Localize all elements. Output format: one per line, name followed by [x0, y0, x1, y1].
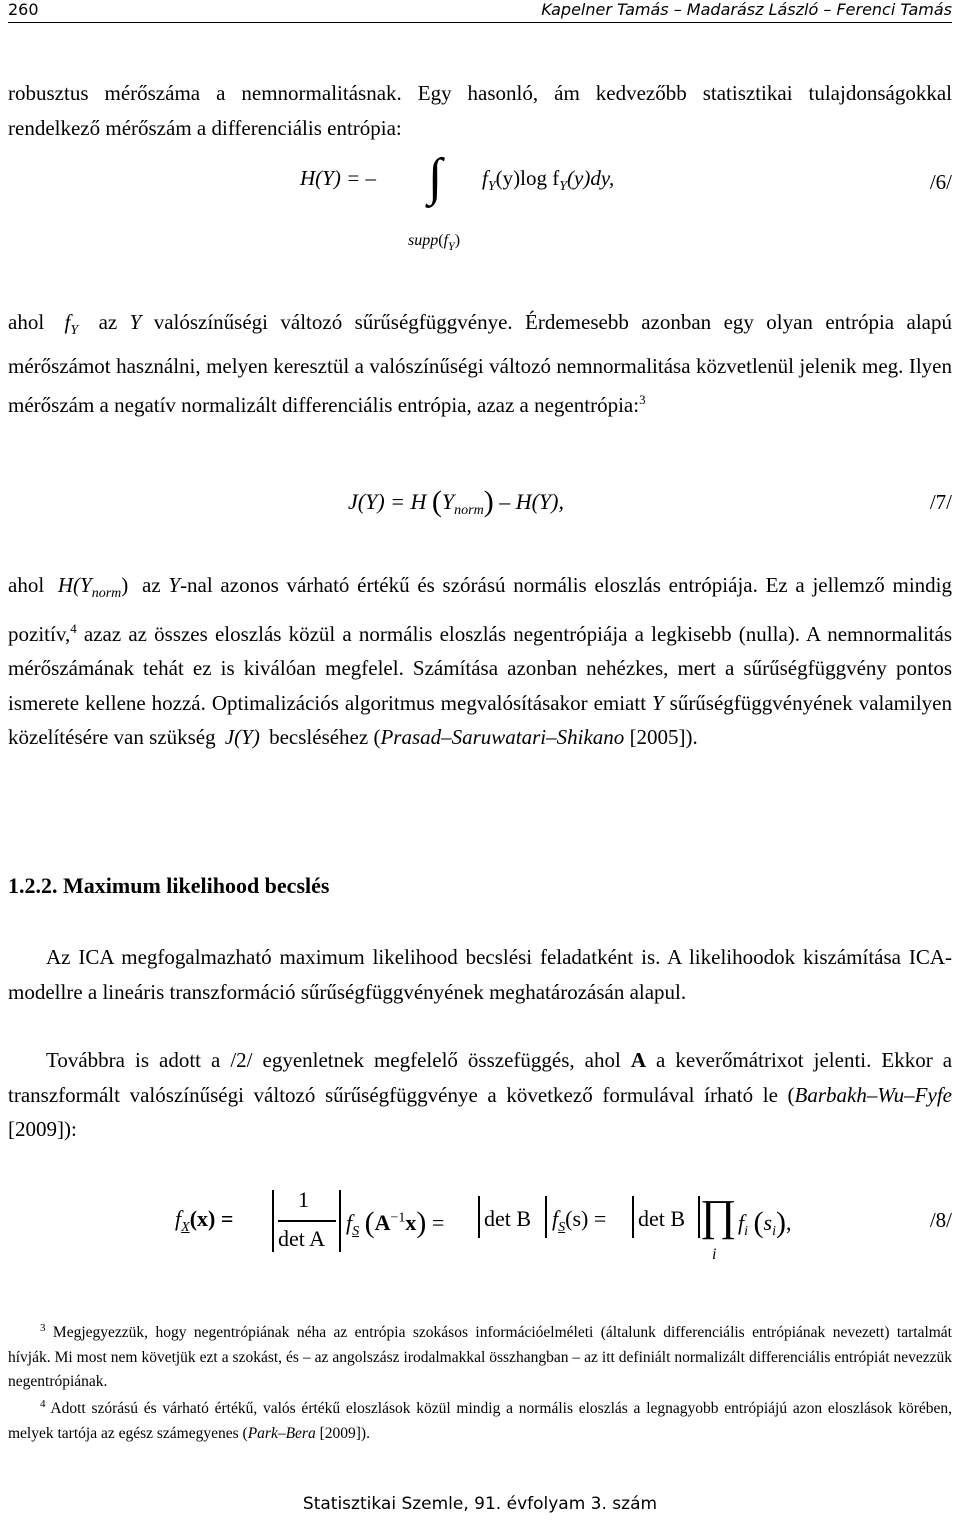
integral-sign: ∫	[428, 149, 443, 206]
running-header-authors: Kapelner Tamás – Madarász László – Ferenci Tamás	[541, 0, 952, 19]
eq6-mid: (y)log f	[495, 166, 560, 190]
var-JY: J(Y)	[224, 725, 260, 750]
citation-barbakh: Barbakh–Wu–Fyfe	[794, 1082, 952, 1107]
footnote-3: $^3$ Megjegyezzük, hogy negentrópiának néha az entrópia szokásos információelméleti (általunk differenciális entrópiának nevezett) tartalmát hívják. Mi most nem követjük ezt a szokást, és – az angolszász irodalmakkal összhangban – az itt definiált normalizált differenciális entrópiát nevezzük negentrópiának.	[8, 1322, 952, 1391]
eq8-detB-1: det B	[484, 1206, 532, 1231]
section-heading: 1.2.2. Maximum likelihood becslés	[8, 873, 330, 898]
eq8-detB-2: det B	[638, 1206, 686, 1231]
paragraph-5: Továbbra is adott a /2/ egyenletnek megfelelő összefüggés, ahol A a keverőmátrixot jelenti. Ekkor a transzformált valószínűségi változó sűrűségfüggvénye a következő formulával írható le (Barbakh–Wu–Fyfe [2009]):	[8, 1048, 953, 1142]
fraction-bar	[278, 1220, 336, 1222]
paragraph-4: Az ICA megfogalmazható maximum likelihood becslési feladatként is. A likelihoodok kiszámítása ICA-modellre a lineáris transzformáció sűrűségfüggvényének meghatározásán alapul.	[8, 945, 952, 1004]
eq7-lhs: J(Y) = H	[348, 489, 427, 514]
running-header	[8, 0, 952, 23]
eq6-lhs: H(Y) = –	[300, 166, 377, 190]
var-fY: $f_Y$	[64, 310, 79, 338]
citation-park-bera: Park–Bera	[247, 1424, 316, 1442]
eq6-sub2: Y	[559, 179, 568, 194]
paragraph-3: ahol $H(Y_{norm})$ az Y-nal azonos várható értékű és szórású normális eloszlás entrópiája. Ez a jellemző mindig pozitív,$^4$ azaz az összes eloszlás közül a normális eloszlás negentrópiája a legkisebb (nulla). A nemnormalitás mérőszámának tehát ez is kiválóan megfelel. Számítása azonban nehézkes, mert a sűrűségfüggvény pontos ismerete kellene hozzá. Optimalizációs algoritmus megvalósításakor emiatt Y sűrűségfüggvényének valamilyen közelítésére van szükség J(Y) becsléséhez (Prasad–Saruwatari–Shikano [2005]).	[8, 573, 953, 750]
var-H-Ynorm: $H(Y_{norm})$	[57, 573, 129, 601]
running-footer: Statisztikai Szemle, 91. évfolyam 3. szám	[302, 1494, 658, 1514]
eq8-label: /8/	[929, 1208, 952, 1232]
var-Y: Y	[129, 310, 142, 334]
page-number: 260	[8, 0, 39, 19]
eq7-label: /7/	[929, 490, 952, 514]
eq7-rhs: H(Y),	[515, 489, 564, 514]
eq6-lower-limit: supp	[408, 232, 439, 249]
paragraph-2: ahol $f_Y$ az Y valószínűségi változó sűrűségfüggvénye. Érdemesebb azonban egy olyan entrópia alapú mérőszámot használni, melyen keresztül a valószínűségi változó nemnormalitása közvetlenül jelenik meg. Ilyen mérőszám a negatív normalizált differenciális entrópia, azaz a negentrópia:$^3$	[8, 310, 952, 418]
footnote-ref-4: 4	[70, 620, 77, 636]
abs-bar	[272, 1190, 274, 1252]
eq8-denominator: det A	[278, 1226, 326, 1251]
eq6-f: f	[482, 166, 488, 190]
product-sign: ∏	[700, 1191, 737, 1240]
eq6-end: (y)dy,	[567, 166, 615, 190]
footnote-ref-3: 3	[639, 392, 646, 408]
eq6-label: /6/	[929, 170, 952, 194]
paragraph-1: robusztus mérőszáma a nemnormalitásnak. Egy hasonló, ám kedvezőbb statisztikai tulajdonságokkal rendelkező mérőszám a differenciális entrópia:	[8, 81, 952, 140]
eq8-numerator: 1	[298, 1187, 309, 1212]
citation-prasad: Prasad–Saruwatari–Shikano	[380, 725, 625, 750]
eq6-sub: Y	[487, 179, 496, 194]
footnote-4: $^4$ Adott szórású és várható értékű, valós értékű eloszlások közül mindig a normális eloszlás a legnagyobb entrópiájú azon eloszlások körében, melyek tartója az egész számegyenes (Park–Bera [2009]).	[8, 1398, 952, 1442]
